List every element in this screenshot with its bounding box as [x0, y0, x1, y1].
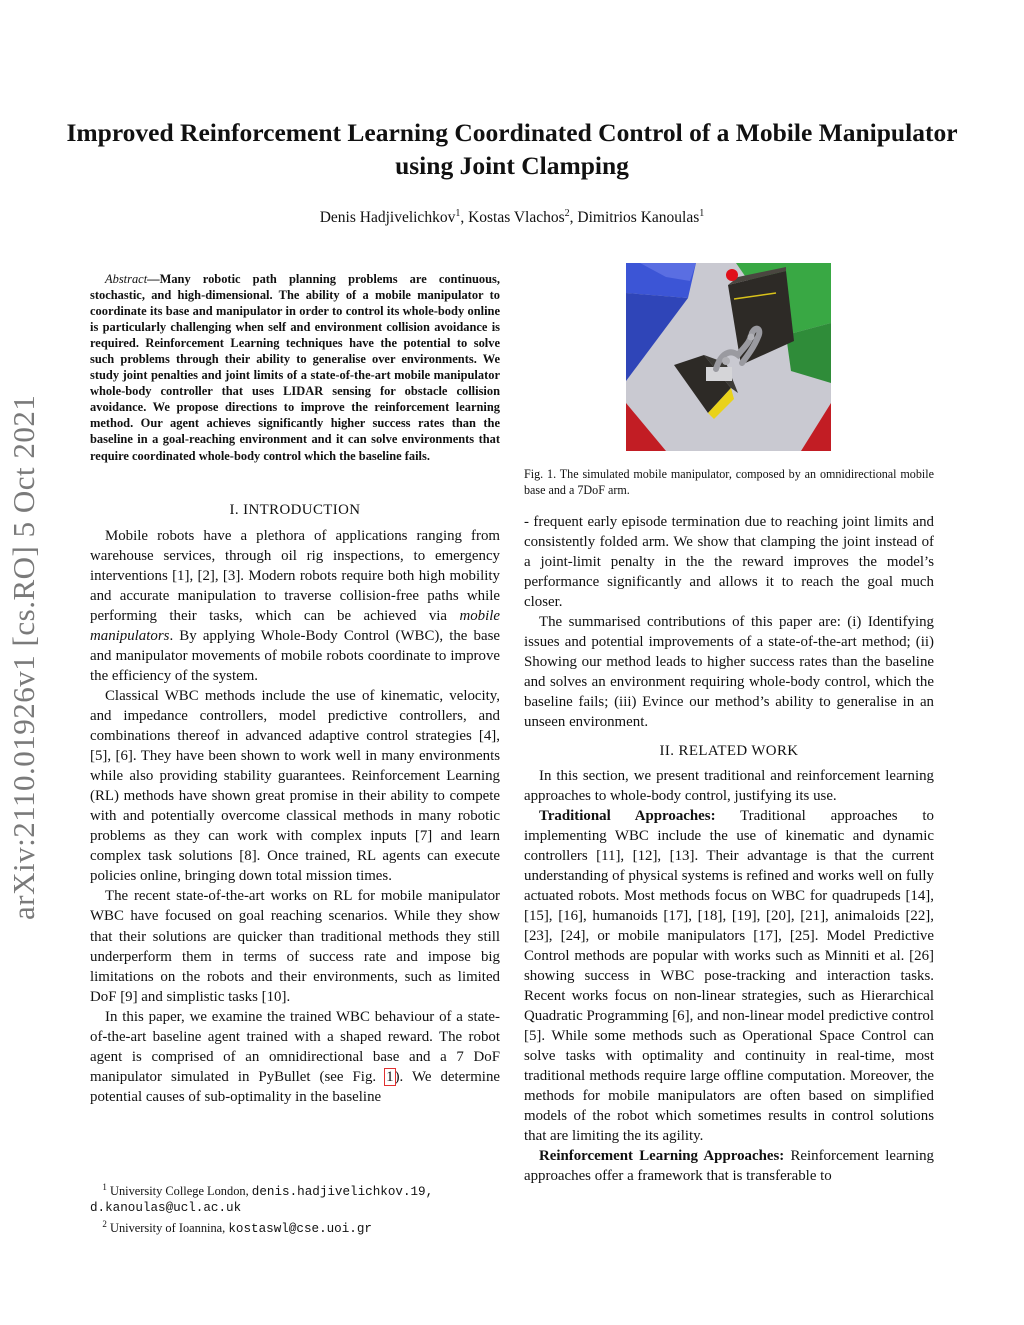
author-separator: , [460, 209, 469, 227]
affiliation-mark: 1 [699, 208, 705, 219]
footnote-mark: 2 [102, 1218, 107, 1229]
footnote-text: University of Ioannina, [110, 1220, 229, 1235]
footnote-email[interactable]: denis.hadjivelichkov.19, d.kanoulas@ucl.ac.uk [90, 1185, 434, 1216]
run-in-heading: Reinforcement Learning Approaches: [539, 1148, 785, 1165]
author-name: Dimitrios Kanoulas [577, 209, 700, 227]
abstract-label: Abstract [105, 272, 148, 286]
abstract [90, 271, 500, 464]
intro-text: In this paper, we examine the trained WBC behaviour of a state-of-the-art baseline agent trained with a shaped reward. The robot agent is comprised of an omnidirectional base and a 7 DoF manipulator simulated in PyBullet (see Fig. [90, 1008, 500, 1085]
body-text: Reinforcement learning approaches offer a framework that is transferable to [524, 1148, 934, 1185]
footnote-mark: 1 [102, 1182, 107, 1192]
goal-marker [726, 269, 738, 281]
run-in-heading: Traditional Approaches: [539, 807, 716, 824]
footnotes [90, 1180, 510, 1237]
emphasis-term: mobile manipulators [90, 607, 500, 644]
author-name: Kostas Vlachos [468, 209, 565, 227]
footnote-text: University College London, [110, 1184, 252, 1199]
robot-arm-joint [722, 357, 730, 365]
footnote-2 [90, 1217, 510, 1237]
body-paragraph: In this section, we present traditional and reinforcement learning approaches to whole-body control, justifying its use. [524, 767, 934, 804]
intro-paragraph: Classical WBC methods include the use of kinematic, velocity, and impedance controllers, model predictive controllers, and combinations thereof in advanced adaptive control strategies [4], [5], [6]. They have been shown to work well in many environments while also providing stability guarantees. Reinforcement Learning (RL) methods have shown great promise in their ability to compete with and potentially overcome classical methods in many robotic problems as they can work with complex inputs [7] and learn complex task solutions [8]. Once trained, RL agents can execute policies online, bringing down total mission times. [90, 687, 500, 885]
author-separator: , [569, 209, 578, 227]
left-column [90, 271, 500, 1107]
body-paragraph: - frequent early episode termination due to reaching joint limits and consistently folded arm. We show that clamping the joint instead of a joint-limit penalty in the the reward improves the model’s performance significantly and allows it to reach the goal much closer. [524, 514, 934, 611]
figure-reference-link[interactable]: 1 [386, 1068, 394, 1085]
intro-text: Mobile robots have a plethora of applications ranging from warehouse services, through oil rig inspections, to emergency interventions [1], [2], [3]. Modern robots require both high mobility and accurate manipulation to traverse collision-free paths while performing their tasks, which can be achieved via [90, 527, 500, 624]
intro-text: . By applying Whole-Body Control (WBC), the base and manipulator movements of mobile robots coordinate to improve the efficiency of the system. [90, 627, 500, 684]
body-text: Traditional approaches to implementing WBC include the use of kinematic and dynamic controllers [11], [12], [13]. Their advantage is that the current understanding of physical systems is refined and works well on fully actuated robots. Most methods focus on WBC for quadrupeds [14], [15], [16], humanoids [17], [18], [19], [20], [21], animaloids [22], [23], [24], or mobile manipulators [17], [25]. Model Predictive Control methods are popular with works such as Minniti et al. [26] showing success in WBC pose-tracking and interaction tasks. Recent works focus on non-linear strategies, such as Hierarchical Quadratic Programming [6], and non-linear model predictive control [5]. While some methods such as Operational Space Control can solve tasks with optimality and continuity in real-time, most traditional methods require large offline computation. Moreover, the methods for mobile manipulators are often based on simplified models of the robot which sometimes results in control solutions that are limiting the its agility. [524, 807, 934, 1145]
arxiv-watermark: arXiv:2110.01926v1 [cs.RO] 5 Oct 2021 [6, 394, 41, 920]
intro-text: ). We determine potential causes of sub-optimality in the baseline [90, 1068, 500, 1105]
footnote-1 [90, 1180, 510, 1217]
intro-paragraph [90, 526, 500, 686]
right-column [524, 512, 934, 1187]
paper-title: Improved Reinforcement Learning Coordinated Control of a Mobile Manipulator using Joint Clamping [66, 118, 958, 180]
author-name: Denis Hadjivelichkov [319, 209, 456, 227]
section-heading-related-work: II. RELATED WORK [659, 742, 799, 759]
footnote-email[interactable]: kostaswl@cse.uoi.gr [228, 1221, 372, 1236]
body-paragraph: The summarised contributions of this paper are: (i) Identifying issues and potential improvements of a state-of-the-art method; (ii) Showing our method leads to higher success rates than the baseline and solves an environment requiring whole-body control, which the baseline fails; (iii) Evince our method’s ability to generalise in an unseen environment. [524, 614, 934, 731]
body-paragraph [524, 806, 934, 1147]
intro-paragraph [90, 1007, 500, 1107]
robot-arm-joint [748, 334, 755, 341]
intro-paragraph: The recent state-of-the-art works on RL for mobile manipulator WBC have focused on goal reaching scenarios. While they show that their solutions are quicker than traditional methods they still underperform them in terms of success rate and impose big limitations on the robots and their environments, such as limited DoF [9] and simplistic tasks [10]. [90, 888, 500, 1005]
figure-simulation-image [626, 263, 831, 451]
abstract-dash: — [147, 272, 160, 286]
figure-caption: Fig. 1. The simulated mobile manipulator, composed by an omnidirectional mobile base and a 7DoF arm. [524, 467, 934, 497]
affiliation-mark: 1 [455, 208, 461, 219]
body-paragraph [524, 1146, 934, 1186]
author-list [60, 208, 964, 227]
simulation-render [626, 263, 831, 451]
section-heading-introduction: I. INTRODUCTION [229, 501, 361, 518]
abstract-text: Many robotic path planning problems are continuous, stochastic, and high-dimensional. The ability of a mobile manipulator to coordinate its base and manipulator in order to control its whole-body online is particularly challenging when self and environment collision avoidance is required. Reinforcement Learning techniques have the potential to solve such problems through their ability to generalise over environments. We study joint penalties and joint limits of a state-of-the-art mobile manipulator whole-body controller that uses LIDAR sensing for obstacle collision avoidance. We propose directions to improve the reinforcement learning method. Our agent achieves significantly higher success rates than the baseline in a goal-reaching environment and it can solve environments that require coordinated whole-body control which the baseline fails. [90, 272, 500, 463]
affiliation-mark: 2 [564, 208, 570, 219]
